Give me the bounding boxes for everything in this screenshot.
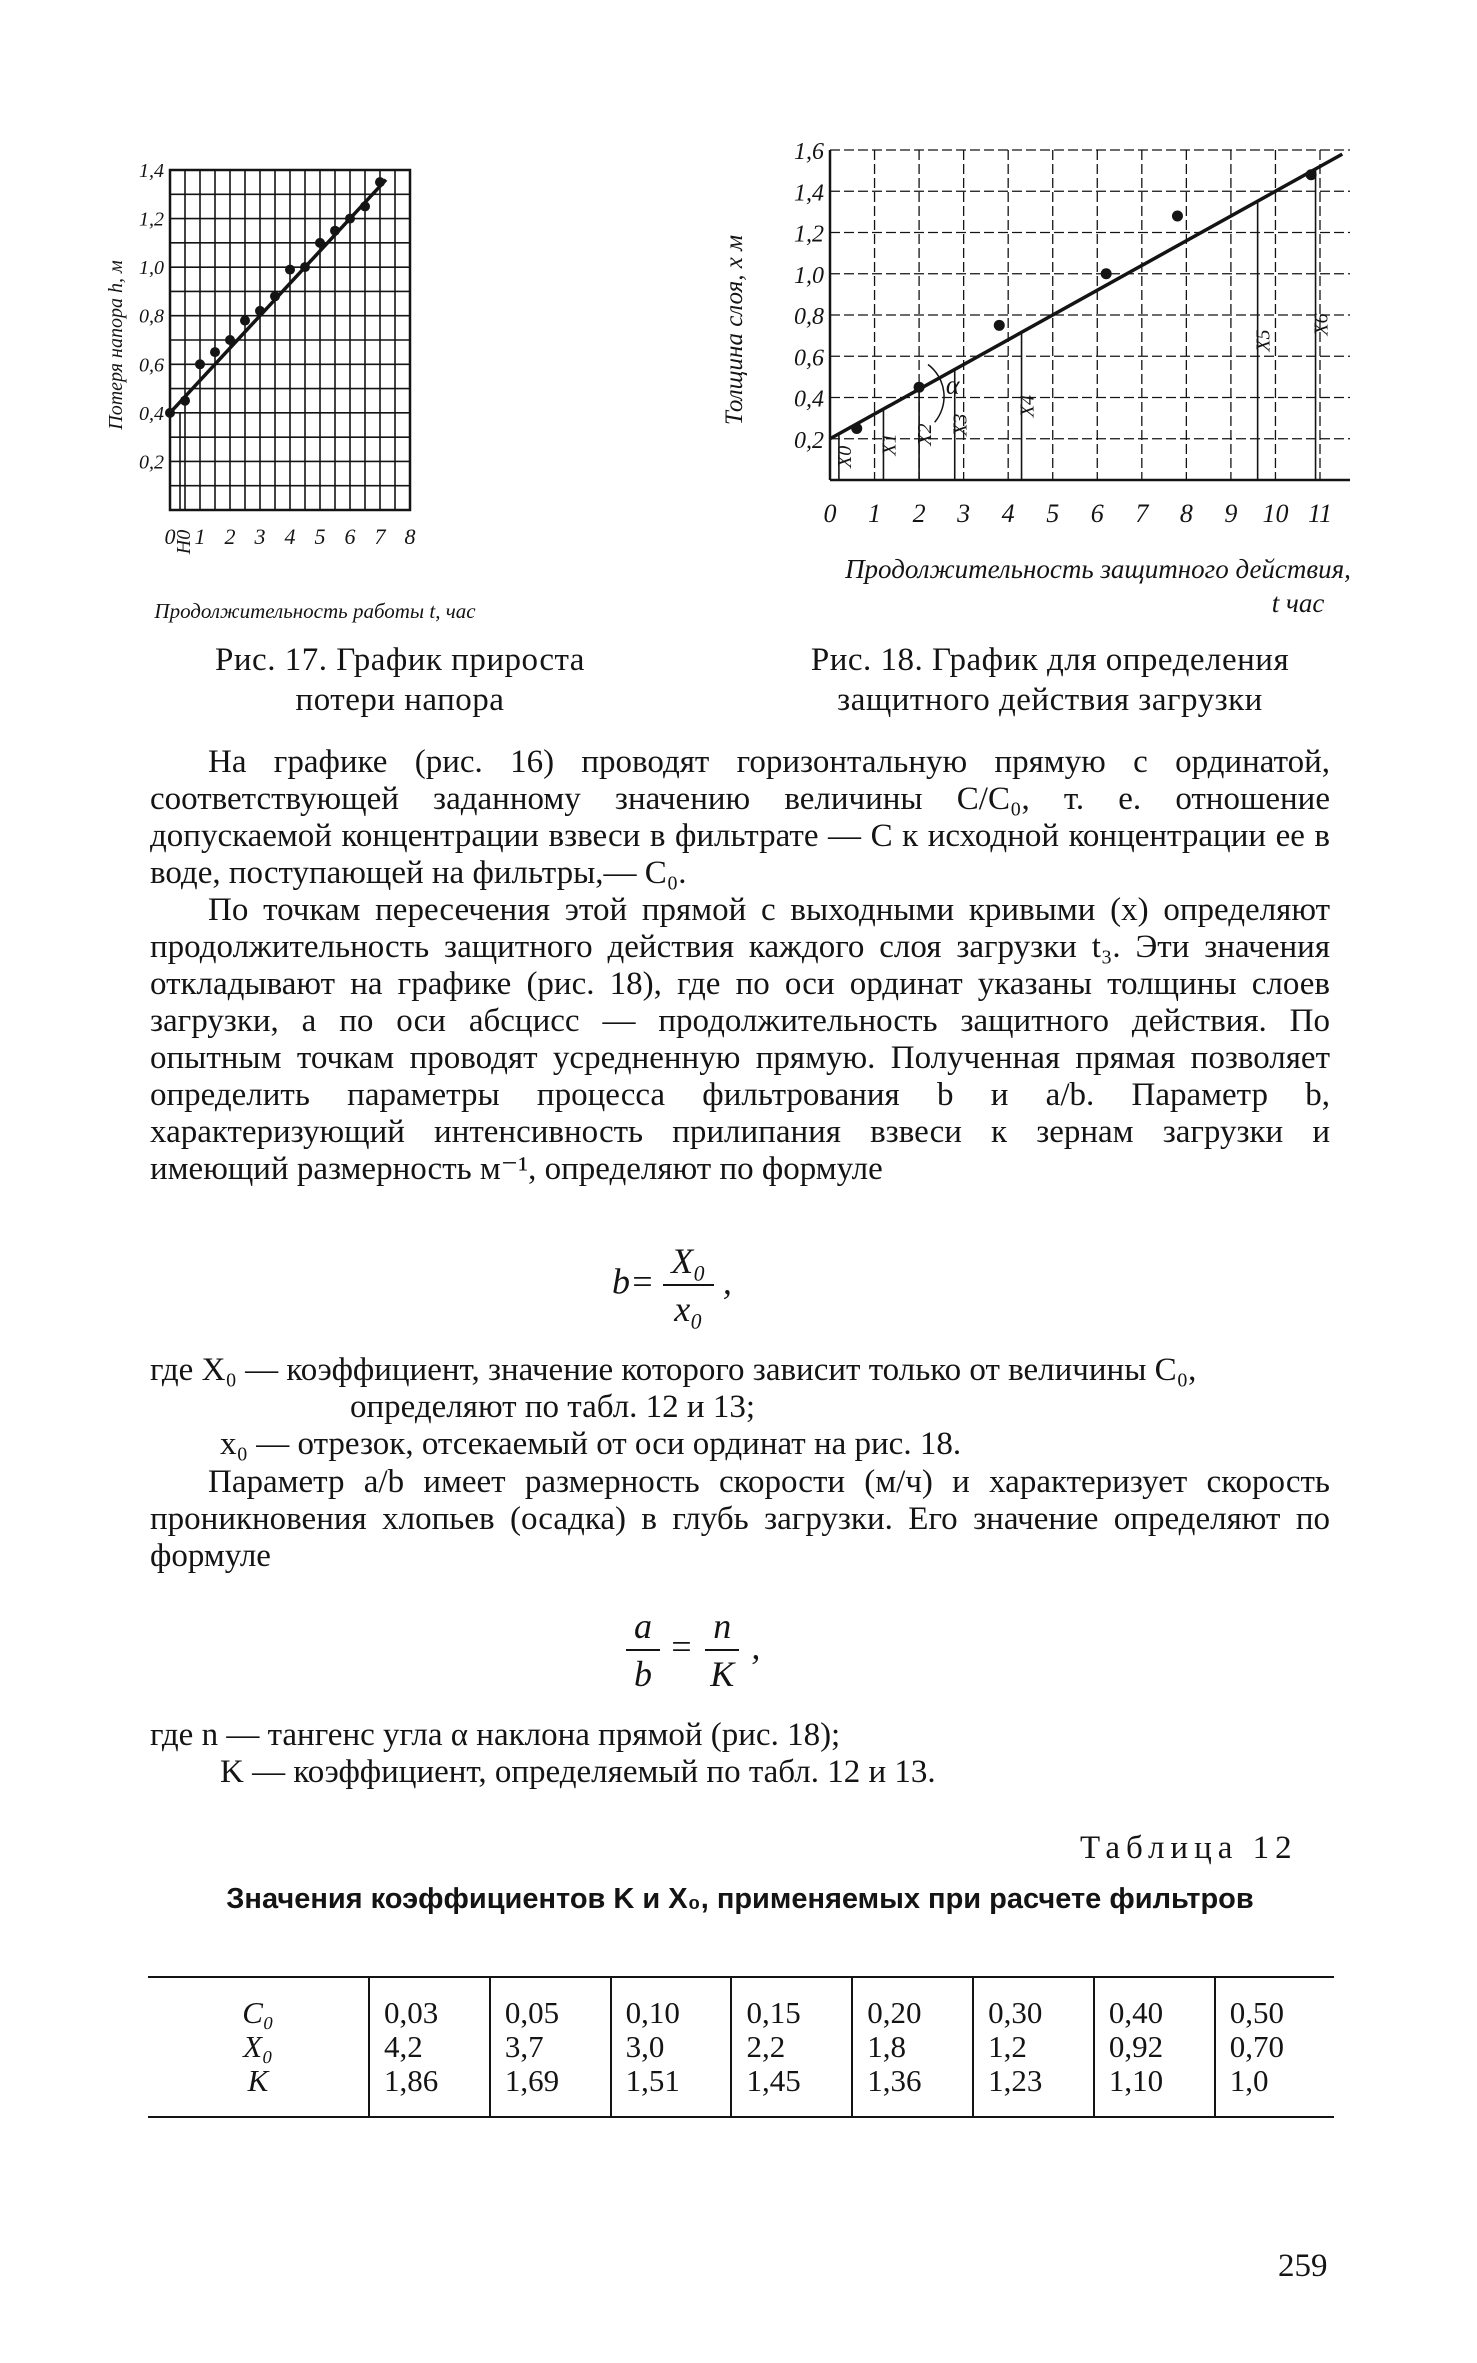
fig18-alpha-label: α: [945, 370, 960, 400]
fig17-data-point: [345, 214, 355, 224]
fig18-caption-line2: защитного действия загрузки: [837, 682, 1263, 718]
fig18-data-point: [994, 320, 1005, 331]
fig17-data-point: [195, 359, 205, 369]
table-cell: 1,23: [973, 2064, 1094, 2117]
fig18-x-tick-label: 5: [1046, 499, 1060, 528]
table-cell: 1,2: [973, 2030, 1094, 2064]
fig18-x-tick-label: 7: [1135, 499, 1149, 528]
paragraph-1: На графике (рис. 16) проводят горизонтальную прямую с ординатой, соответствующей заданному значению величины C/C₀, т. е. отношение допускаемой концентрации взвеси в фильтрате — C к исходной концентрации ее в воде, поступающей на фильтры,— C₀.: [150, 744, 1330, 891]
fig18-segment-label: X6: [1310, 313, 1333, 336]
table-cell: 1,69: [490, 2064, 611, 2117]
table-cell: 0,10: [611, 1977, 732, 2030]
table-cell: 0,15: [731, 1977, 852, 2030]
fig17-y-tick-label: 1,2: [139, 208, 164, 231]
formula-ab-den-b: b: [634, 1654, 652, 1694]
fig18-y-tick-label: 0,2: [794, 427, 824, 454]
fig18-y-tick-label: 0,8: [794, 304, 824, 330]
formula-ab-right-fraction: [702, 1605, 742, 1695]
fig18-segment-label: X5: [1252, 329, 1275, 352]
figure-18-protective-action-chart: [690, 139, 1370, 650]
fig17-x-tick-label: 2: [224, 524, 236, 549]
formula-a-over-b: [626, 1605, 760, 1695]
fig17-caption-line2: потери напора: [295, 682, 505, 718]
fig17-x-tick-label: 6: [344, 524, 356, 549]
figure-18-caption: [730, 640, 1370, 720]
table-cell: 0,50: [1215, 1977, 1334, 2030]
definition-K: K — коэффициент, определяемый по табл. 12 и 13.: [220, 1754, 936, 1790]
definition-x0: x₀ — отрезок, отсекаемый от оси ординат на рис. 18.: [220, 1426, 962, 1462]
fig17-data-point: [225, 335, 235, 345]
fig17-x-tick-label: 0: [164, 524, 176, 549]
fig18-caption-line1: Рис. 18. График для определения: [810, 642, 1290, 678]
table-row: [148, 2030, 1334, 2064]
fig17-data-point: [270, 291, 280, 301]
fig17-x-tick-label: 1: [194, 524, 206, 549]
table-cell: 0,03: [369, 1977, 490, 2030]
table-cell: 0,40: [1094, 1977, 1215, 2030]
table-row-header: K: [247, 2063, 269, 2098]
fig17-x-tick-label: 5: [314, 524, 326, 549]
fig18-x-tick-label: 9: [1224, 499, 1238, 528]
fig18-x-tick-label: 0: [823, 499, 837, 528]
fig17-y-tick-label: 1,4: [139, 160, 164, 182]
fig18-trend-line: [830, 154, 1342, 439]
table-cell: 0,92: [1094, 2030, 1215, 2064]
definitions-2: [150, 1717, 1330, 1791]
formula-ab-num-a: a: [626, 1605, 660, 1651]
fig17-h0-annotation: H0: [173, 529, 195, 555]
fig17-x-tick-label: 8: [404, 524, 416, 549]
fig18-data-point: [1101, 268, 1112, 279]
fig17-caption-line1: Рис. 17. График прироста: [215, 642, 585, 678]
fig17-data-point: [165, 408, 175, 418]
table-cell: 1,86: [369, 2064, 490, 2117]
fig17-y-tick-label: 0,2: [139, 451, 164, 474]
fig17-x-tick-label: 7: [374, 524, 386, 549]
table-cell: 0,20: [852, 1977, 973, 2030]
formula-b-fraction: [663, 1240, 714, 1330]
fig18-x-axis-label-line2: t час: [1271, 588, 1325, 618]
body-paragraphs-2: [150, 1464, 1330, 1575]
fig17-data-point: [285, 265, 295, 275]
fig18-segment-label: X1: [878, 433, 901, 456]
body-paragraphs-1: [150, 744, 1330, 1188]
formula-ab-left-fraction: [626, 1605, 660, 1695]
fig18-y-tick-label: 1,6: [794, 139, 824, 165]
formula-b: [612, 1240, 732, 1330]
fig17-data-point: [210, 347, 220, 357]
fig18-segment-label: X2: [914, 423, 937, 446]
fig18-y-tick-label: 0,6: [794, 345, 824, 372]
fig18-grid: [830, 150, 1350, 480]
fig17-data-point: [180, 396, 190, 406]
fig18-angle-arc: [928, 365, 944, 423]
fig18-x-tick-label: 1: [868, 499, 882, 528]
fig18-y-tick-label: 1,2: [794, 221, 824, 248]
fig17-x-axis-label: Продолжительность работы t, час: [154, 599, 476, 623]
table-cell: 1,0: [1215, 2064, 1334, 2117]
table-cell: 1,45: [731, 2064, 852, 2117]
fig18-segment-label: X3: [949, 413, 972, 436]
fig17-y-axis-label: Потеря напора h, м: [105, 260, 127, 430]
formula-ab-tail: ,: [751, 1626, 761, 1667]
fig18-data-point: [851, 423, 862, 434]
fig17-data-point: [240, 316, 250, 326]
table-cell: 0,70: [1215, 2030, 1334, 2064]
table-row-header: C₀: [242, 1995, 274, 2030]
fig17-x-tick-label: 3: [254, 524, 266, 549]
fig18-x-axis-label-line1: Продолжительность защитного действия,: [845, 554, 1351, 584]
formula-ab-den-K: K: [710, 1654, 735, 1694]
fig17-data-point: [300, 262, 310, 272]
formula-b-lhs: b=: [612, 1261, 655, 1302]
fig17-x-tick-label: 4: [284, 524, 296, 549]
fig18-x-tick-label: 10: [1262, 499, 1289, 528]
fig17-y-tick-label: 0,4: [139, 402, 164, 425]
fig18-data-point: [1172, 211, 1183, 222]
table-cell: 1,51: [611, 2064, 732, 2117]
table-cell: 4,2: [369, 2030, 490, 2064]
fig18-y-tick-label: 1,0: [794, 262, 824, 289]
table-cell: 0,30: [973, 1977, 1094, 2030]
fig17-data-point: [330, 226, 340, 236]
fig17-grid: [170, 170, 410, 510]
definition-n: где n — тангенс угла α наклона прямой (рис. 18);: [150, 1717, 841, 1753]
fig18-x-tick-label: 2: [912, 499, 926, 528]
table-row: [148, 2064, 1334, 2117]
figure-17-head-loss-chart: [105, 160, 670, 640]
table-row-header: X₀: [243, 2029, 273, 2064]
fig18-x-tick-label: 4: [1001, 499, 1015, 528]
table-title: Значения коэффициентов K и X₀, применяемых при расчете фильтров: [226, 1883, 1254, 1915]
paragraph-3: Параметр a/b имеет размерность скорости (м/ч) и характеризует скорость проникновения хлопьев (осадка) в глубь загрузки. Его значение определяют по формуле: [150, 1464, 1330, 1574]
fig17-y-tick-label: 1,0: [139, 257, 164, 280]
table-row: [148, 1977, 1334, 2030]
fig17-data-point: [375, 177, 385, 187]
paragraph-2: По точкам пересечения этой прямой с выходными кривыми (x) определяют продолжительность защитного действия каждого слоя загрузки t₃. Эти значения откладывают на графике (рис. 18), где по оси ординат указаны толщины слоев загрузки, а по оси абсцисс — продолжительность защитного действия. По опытным точкам проводят усредненную прямую. Полученная прямая позволяет определить параметры процесса фильтрования b и a/b. Параметр b, характеризующий интенсивность прилипания взвеси к зернам загрузки и имеющий размерность м⁻¹, определяют по формуле: [150, 892, 1330, 1187]
table-cell: 1,8: [852, 2030, 973, 2064]
table-cell: 3,7: [490, 2030, 611, 2064]
formula-ab-equals: =: [669, 1626, 694, 1667]
fig18-segment-label: X4: [1016, 395, 1039, 418]
fig18-y-tick-label: 1,4: [794, 180, 824, 207]
fig18-x-tick-label: 11: [1307, 499, 1333, 528]
table-cell: 1,36: [852, 2064, 973, 2117]
figure-17-caption: [150, 640, 650, 720]
formula-b-tail: ,: [722, 1261, 732, 1302]
table-cell: 3,0: [611, 2030, 732, 2064]
table-cell: 2,2: [731, 2030, 852, 2064]
fig18-x-tick-label: 3: [957, 499, 971, 528]
fig17-data-point: [315, 238, 325, 248]
fig18-y-tick-label: 0,4: [794, 386, 824, 413]
table-label: Таблица 12: [1080, 1830, 1298, 1866]
fig18-segment-label: X0: [833, 445, 856, 469]
page-number: 259: [1278, 2248, 1328, 2284]
definition-X0: где X₀ — коэффициент, значение которого зависит только от величины C₀, определяют по табл. 12 и 13;: [150, 1352, 1197, 1425]
fig17-y-tick-label: 0,8: [139, 305, 164, 328]
fig18-x-tick-label: 6: [1090, 499, 1104, 528]
table-cell: 0,05: [490, 1977, 611, 2030]
fig18-data-marks: [830, 154, 1342, 439]
fig17-y-tick-label: 0,6: [139, 354, 164, 377]
formula-b-numerator: X₀: [663, 1240, 714, 1286]
fig18-segment-labels: [834, 169, 1333, 480]
fig17-data-point: [255, 306, 265, 316]
table-cell: 1,10: [1094, 2064, 1215, 2117]
table-12: [148, 1976, 1334, 2118]
fig18-x-tick-label: 8: [1179, 499, 1193, 528]
formula-b-denominator: x₀: [674, 1289, 703, 1329]
fig18-y-axis-label: Толщина слоя, x м: [721, 234, 748, 426]
formula-ab-num-n: n: [705, 1605, 739, 1651]
definitions-1: [150, 1352, 1330, 1463]
fig17-data-point: [360, 201, 370, 211]
